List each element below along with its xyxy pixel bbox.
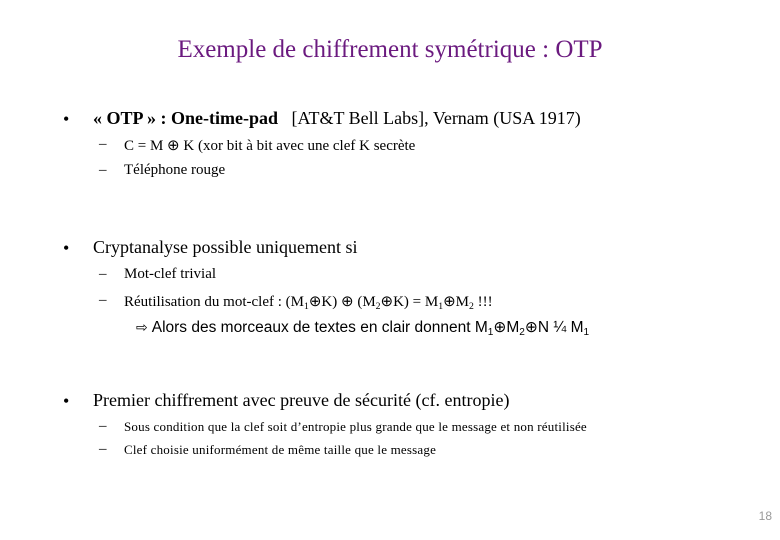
hollow-right-arrow-icon: ⇨ [136, 320, 148, 336]
dash-marker: – [99, 136, 107, 152]
sub-xor-formula: C = M ⊕ K (xor bit à bit avec une clef K secrète [124, 138, 416, 154]
sub-trivial-key: Mot-clef trivial [124, 266, 217, 282]
sub-red-phone: Téléphone rouge [124, 162, 226, 178]
bullet-otp [93, 108, 581, 129]
bullet-marker: • [63, 238, 70, 258]
page-number: 18 [758, 509, 772, 523]
sub-key-reuse: Réutilisation du mot-clef : $(M_1\oplus K)$ ⊕ $(M_2\oplus K)$ = $M_1\oplus M_2$ !!! [124, 294, 493, 312]
bullet-marker: • [63, 109, 70, 129]
dash-marker: – [99, 292, 107, 308]
sub-entropy-condition: Sous condition que la clef soit d’entropie plus grande que le message et non réutilisée [124, 419, 587, 434]
bullet-marker: • [63, 391, 70, 411]
otp-term: « OTP » : One-time-pad [93, 108, 278, 128]
sub-uniform-key: Clef choisie uniformément de même taille que le message [124, 442, 437, 457]
otp-origin: [AT&T Bell Labs], Vernam (USA 1917) [291, 108, 581, 128]
dash-marker: – [99, 162, 107, 178]
sub-plaintext-consequence: ⇨ Alors des morceaux de textes en clair donnent $M_1\oplus M_2\oplus N$ ¼ $M_1$ [136, 319, 590, 339]
bullet-first-proof: Premier chiffrement avec preuve de sécurité (cf. entropie) [93, 390, 510, 410]
dash-marker: – [99, 441, 107, 457]
bullet-cryptanalysis: Cryptanalyse possible uniquement si [93, 237, 358, 257]
dash-marker: – [99, 418, 107, 434]
slide-title: Exemple de chiffrement symétrique : OTP [177, 36, 603, 63]
dash-marker: – [99, 266, 107, 282]
